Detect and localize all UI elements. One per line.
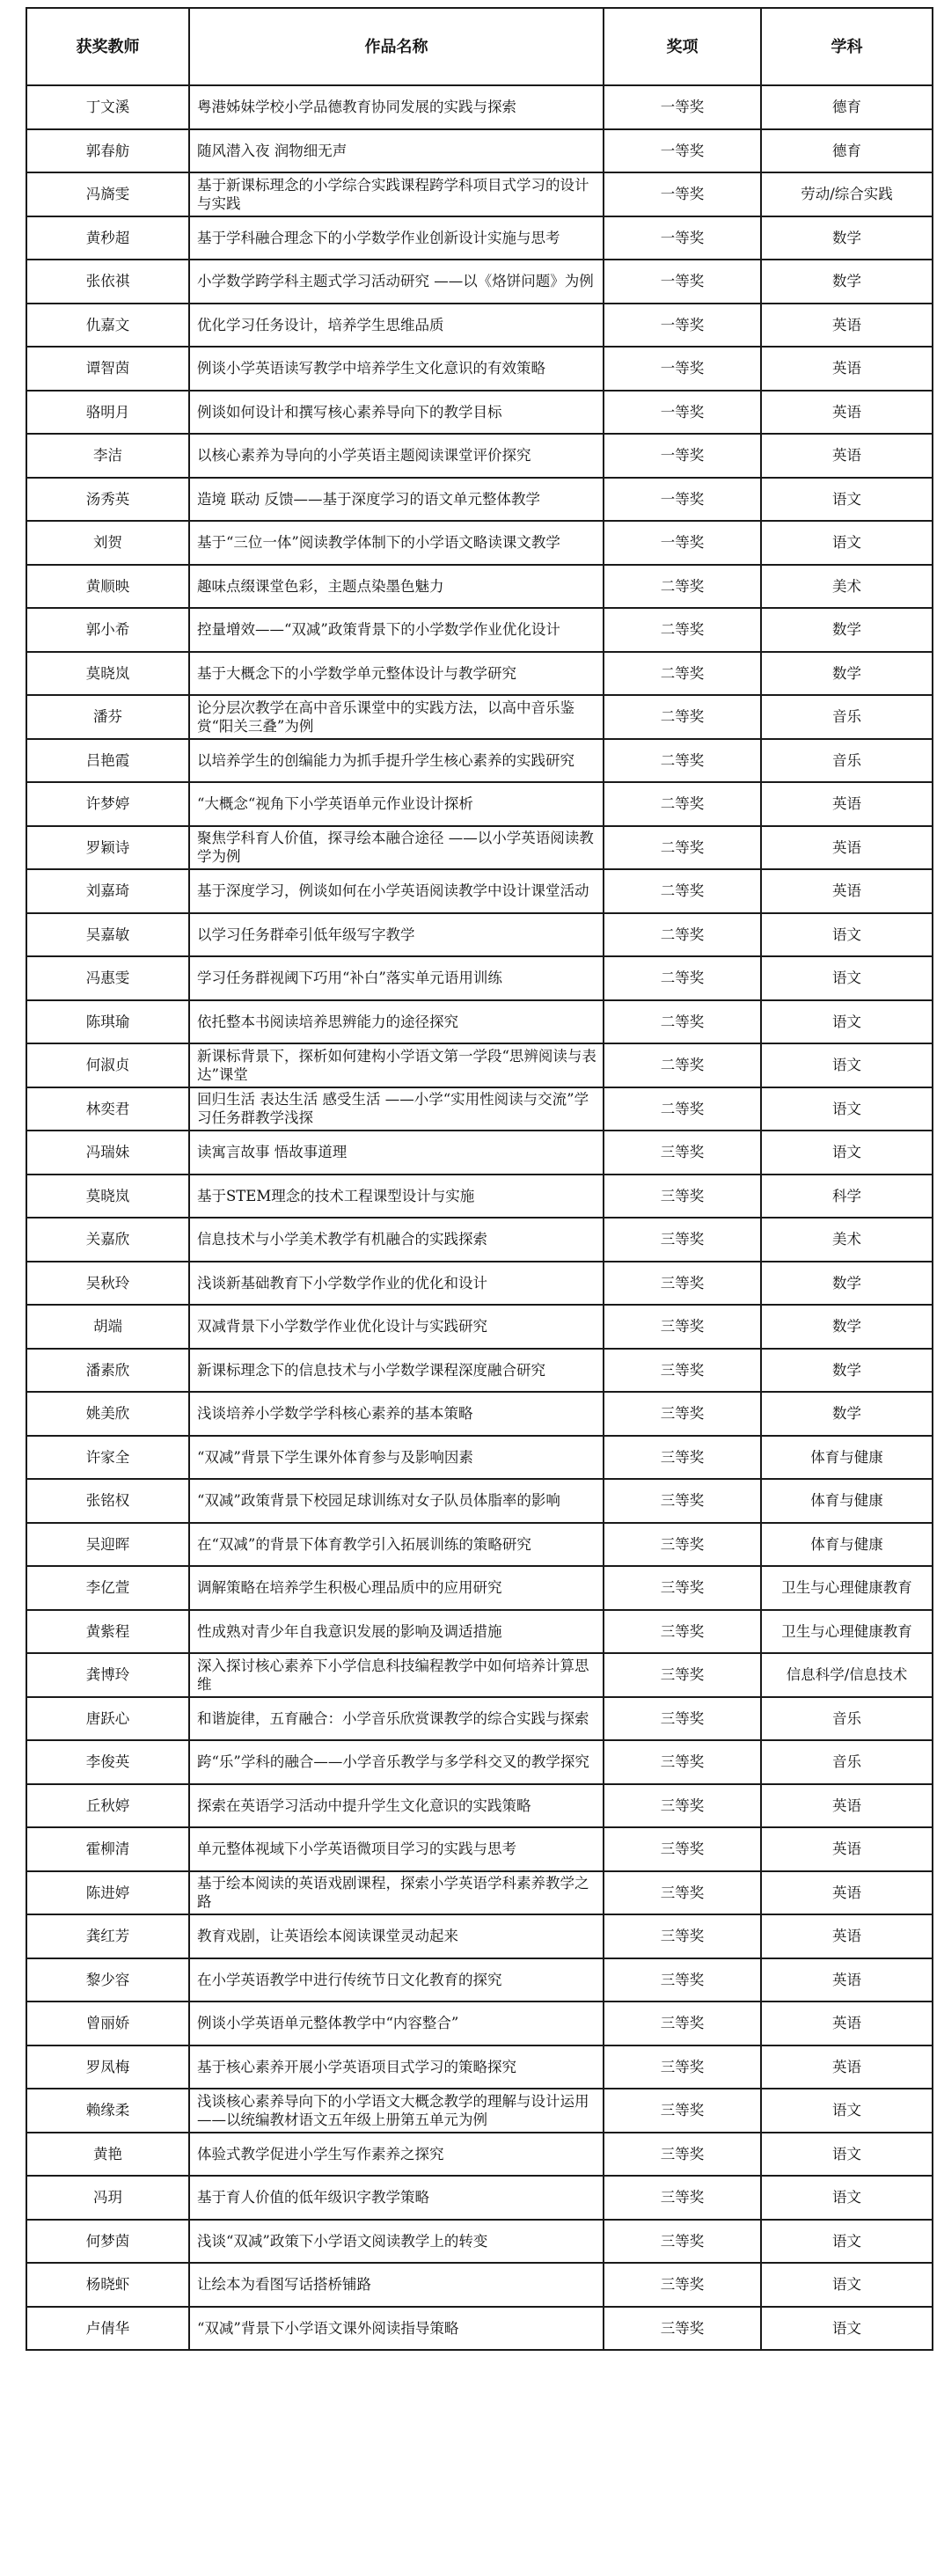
table-row xyxy=(26,2089,933,2133)
cell-teacher: 罗凤梅 xyxy=(26,2045,189,2089)
cell-subject: 英语 xyxy=(761,2045,933,2089)
table-row xyxy=(26,1653,933,1697)
cell-subject: 语文 xyxy=(761,2220,933,2264)
cell-award: 三等奖 xyxy=(604,1392,761,1436)
cell-subject: 音乐 xyxy=(761,1697,933,1741)
table-row xyxy=(26,695,933,739)
cell-subject: 体育与健康 xyxy=(761,1479,933,1523)
cell-title: 探索在英语学习活动中提升学生文化意识的实践策略 xyxy=(189,1784,604,1828)
table-row xyxy=(26,1043,933,1087)
table-row xyxy=(26,1392,933,1436)
cell-award: 三等奖 xyxy=(604,1349,761,1393)
cell-title: 例谈如何设计和撰写核心素养导向下的教学目标 xyxy=(189,391,604,435)
cell-award: 三等奖 xyxy=(604,1218,761,1262)
cell-award: 三等奖 xyxy=(604,1610,761,1654)
cell-award: 三等奖 xyxy=(604,2307,761,2351)
cell-title: 基于新课标理念的小学综合实践课程跨学科项目式学习的设计与实践 xyxy=(189,172,604,216)
table-row xyxy=(26,1305,933,1349)
cell-teacher: 陈琪瑜 xyxy=(26,1000,189,1044)
cell-subject: 数学 xyxy=(761,1262,933,1306)
cell-award: 二等奖 xyxy=(604,652,761,696)
cell-award: 三等奖 xyxy=(604,2176,761,2220)
cell-teacher: 丁文溪 xyxy=(26,85,189,129)
cell-teacher: 吴嘉敏 xyxy=(26,913,189,957)
cell-teacher: 黄秒超 xyxy=(26,216,189,260)
cell-teacher: 胡端 xyxy=(26,1305,189,1349)
cell-title: 例谈小学英语读写教学中培养学生文化意识的有效策略 xyxy=(189,347,604,391)
cell-award: 二等奖 xyxy=(604,913,761,957)
cell-title: 控量增效——“双减”政策背景下的小学数学作业优化设计 xyxy=(189,608,604,652)
cell-award: 一等奖 xyxy=(604,347,761,391)
cell-title: 优化学习任务设计，培养学生思维品质 xyxy=(189,304,604,348)
cell-teacher: 莫晓岚 xyxy=(26,652,189,696)
cell-title: 调解策略在培养学生积极心理品质中的应用研究 xyxy=(189,1566,604,1610)
cell-teacher: 郭春舫 xyxy=(26,129,189,173)
cell-title: 以核心素养为导向的小学英语主题阅读课堂评价探究 xyxy=(189,434,604,478)
cell-subject: 英语 xyxy=(761,2002,933,2045)
cell-teacher: 卢倩华 xyxy=(26,2307,189,2351)
cell-title: 基于核心素养开展小学英语项目式学习的策略探究 xyxy=(189,2045,604,2089)
cell-title: 论分层次教学在高中音乐课堂中的实践方法，以高中音乐鉴赏“阳关三叠”为例 xyxy=(189,695,604,739)
cell-teacher: 冯旖雯 xyxy=(26,172,189,216)
table-row xyxy=(26,913,933,957)
cell-award: 二等奖 xyxy=(604,826,761,870)
table-row xyxy=(26,260,933,304)
cell-title: 基于绘本阅读的英语戏剧课程，探索小学英语学科素养教学之路 xyxy=(189,1871,604,1915)
cell-title: 基于大概念下的小学数学单元整体设计与教学研究 xyxy=(189,652,604,696)
table-row xyxy=(26,2045,933,2089)
cell-subject: 语文 xyxy=(761,521,933,565)
cell-subject: 语文 xyxy=(761,956,933,1000)
cell-award: 三等奖 xyxy=(604,2220,761,2264)
cell-award: 一等奖 xyxy=(604,129,761,173)
cell-subject: 英语 xyxy=(761,1827,933,1871)
table-row xyxy=(26,1087,933,1131)
cell-teacher: 罗颖诗 xyxy=(26,826,189,870)
cell-subject: 音乐 xyxy=(761,739,933,783)
table-row xyxy=(26,1131,933,1175)
cell-teacher: 张铭权 xyxy=(26,1479,189,1523)
cell-title: 聚焦学科育人价值，探寻绘本融合途径 ——以小学英语阅读教学为例 xyxy=(189,826,604,870)
cell-award: 二等奖 xyxy=(604,869,761,913)
table-header xyxy=(26,8,933,85)
cell-subject: 英语 xyxy=(761,1784,933,1828)
cell-subject: 英语 xyxy=(761,782,933,826)
table-row xyxy=(26,1827,933,1871)
cell-teacher: 吕艳霞 xyxy=(26,739,189,783)
cell-title: 造境 联动 反馈——基于深度学习的语文单元整体教学 xyxy=(189,478,604,522)
header-subject: 学科 xyxy=(761,8,933,85)
table-row xyxy=(26,739,933,783)
table-row xyxy=(26,652,933,696)
cell-teacher: 谭智茵 xyxy=(26,347,189,391)
cell-subject: 数学 xyxy=(761,608,933,652)
cell-title: 读寓言故事 悟故事道理 xyxy=(189,1131,604,1175)
cell-subject: 英语 xyxy=(761,869,933,913)
cell-subject: 卫生与心理健康教育 xyxy=(761,1566,933,1610)
cell-teacher: 黄顺映 xyxy=(26,565,189,609)
cell-title: 让绘本为看图写话搭桥铺路 xyxy=(189,2263,604,2307)
cell-award: 一等奖 xyxy=(604,85,761,129)
cell-subject: 科学 xyxy=(761,1175,933,1218)
cell-title: 和谐旋律，五育融合：小学音乐欣赏课教学的综合实践与探索 xyxy=(189,1697,604,1741)
cell-award: 二等奖 xyxy=(604,695,761,739)
table-body xyxy=(26,85,933,2350)
cell-award: 二等奖 xyxy=(604,1087,761,1131)
cell-award: 二等奖 xyxy=(604,739,761,783)
cell-teacher: 莫晓岚 xyxy=(26,1175,189,1218)
cell-subject: 语文 xyxy=(761,2263,933,2307)
cell-award: 一等奖 xyxy=(604,434,761,478)
cell-subject: 英语 xyxy=(761,1914,933,1958)
cell-subject: 语文 xyxy=(761,2176,933,2220)
cell-teacher: 骆明月 xyxy=(26,391,189,435)
cell-title: 基于“三位一体”阅读教学体制下的小学语文略读课文教学 xyxy=(189,521,604,565)
cell-teacher: 刘嘉琦 xyxy=(26,869,189,913)
cell-title: 在小学英语教学中进行传统节日文化教育的探究 xyxy=(189,1958,604,2002)
cell-award: 三等奖 xyxy=(604,2263,761,2307)
table-row xyxy=(26,956,933,1000)
table-row xyxy=(26,2133,933,2177)
table-row xyxy=(26,2176,933,2220)
cell-title: 体验式教学促进小学生写作素养之探究 xyxy=(189,2133,604,2177)
cell-award: 三等奖 xyxy=(604,2089,761,2133)
table-row xyxy=(26,1958,933,2002)
table-row xyxy=(26,1871,933,1915)
table-row xyxy=(26,172,933,216)
cell-subject: 英语 xyxy=(761,1958,933,2002)
table-row xyxy=(26,2263,933,2307)
cell-subject: 劳动/综合实践 xyxy=(761,172,933,216)
table-row xyxy=(26,1349,933,1393)
cell-award: 二等奖 xyxy=(604,1000,761,1044)
cell-award: 二等奖 xyxy=(604,782,761,826)
cell-teacher: 冯玥 xyxy=(26,2176,189,2220)
cell-title: 以培养学生的创编能力为抓手提升学生核心素养的实践研究 xyxy=(189,739,604,783)
cell-title: 浅谈新基础教育下小学数学作业的优化和设计 xyxy=(189,1262,604,1306)
cell-subject: 英语 xyxy=(761,304,933,348)
cell-award: 三等奖 xyxy=(604,1523,761,1567)
table-row xyxy=(26,1000,933,1044)
cell-subject: 数学 xyxy=(761,652,933,696)
cell-subject: 语文 xyxy=(761,2133,933,2177)
cell-teacher: 黎少容 xyxy=(26,1958,189,2002)
table-row xyxy=(26,478,933,522)
cell-subject: 数学 xyxy=(761,1392,933,1436)
cell-title: 浅谈培养小学数学学科核心素养的基本策略 xyxy=(189,1392,604,1436)
cell-teacher: 陈进婷 xyxy=(26,1871,189,1915)
header-award: 奖项 xyxy=(604,8,761,85)
cell-title: “双减”背景下学生课外体育参与及影响因素 xyxy=(189,1436,604,1480)
cell-title: 新课标背景下，探析如何建构小学语文第一学段“思辨阅读与表达”课堂 xyxy=(189,1043,604,1087)
cell-subject: 语文 xyxy=(761,1131,933,1175)
cell-teacher: 仇嘉文 xyxy=(26,304,189,348)
cell-award: 三等奖 xyxy=(604,1262,761,1306)
cell-title: 信息技术与小学美术教学有机融合的实践探索 xyxy=(189,1218,604,1262)
table-row xyxy=(26,85,933,129)
cell-subject: 美术 xyxy=(761,1218,933,1262)
cell-title: 小学数学跨学科主题式学习活动研究 ——以《烙饼问题》为例 xyxy=(189,260,604,304)
cell-subject: 英语 xyxy=(761,434,933,478)
cell-subject: 数学 xyxy=(761,216,933,260)
cell-teacher: 曾丽娇 xyxy=(26,2002,189,2045)
cell-teacher: 许梦婷 xyxy=(26,782,189,826)
cell-subject: 英语 xyxy=(761,826,933,870)
cell-title: “双减”背景下小学语文课外阅读指导策略 xyxy=(189,2307,604,2351)
cell-teacher: 霍柳清 xyxy=(26,1827,189,1871)
cell-award: 三等奖 xyxy=(604,1827,761,1871)
table-row xyxy=(26,1218,933,1262)
table-row xyxy=(26,1610,933,1654)
cell-teacher: 林奕君 xyxy=(26,1087,189,1131)
cell-award: 一等奖 xyxy=(604,304,761,348)
cell-subject: 信息科学/信息技术 xyxy=(761,1653,933,1697)
cell-award: 三等奖 xyxy=(604,1653,761,1697)
cell-subject: 体育与健康 xyxy=(761,1523,933,1567)
cell-award: 三等奖 xyxy=(604,1958,761,2002)
cell-award: 二等奖 xyxy=(604,608,761,652)
cell-award: 一等奖 xyxy=(604,172,761,216)
cell-teacher: 张依祺 xyxy=(26,260,189,304)
cell-subject: 英语 xyxy=(761,1871,933,1915)
cell-award: 三等奖 xyxy=(604,1871,761,1915)
cell-teacher: 许家全 xyxy=(26,1436,189,1480)
cell-teacher: 郭小希 xyxy=(26,608,189,652)
cell-teacher: 关嘉欣 xyxy=(26,1218,189,1262)
cell-teacher: 黄紫程 xyxy=(26,1610,189,1654)
table-row xyxy=(26,391,933,435)
cell-title: 以学习任务群牵引低年级写字教学 xyxy=(189,913,604,957)
table-row xyxy=(26,1697,933,1741)
cell-award: 三等奖 xyxy=(604,1305,761,1349)
cell-subject: 卫生与心理健康教育 xyxy=(761,1610,933,1654)
table-row xyxy=(26,216,933,260)
cell-award: 三等奖 xyxy=(604,1697,761,1741)
table-row xyxy=(26,1262,933,1306)
cell-subject: 英语 xyxy=(761,391,933,435)
cell-award: 三等奖 xyxy=(604,1784,761,1828)
table-row xyxy=(26,347,933,391)
cell-title: 基于深度学习，例谈如何在小学英语阅读教学中设计课堂活动 xyxy=(189,869,604,913)
table-row xyxy=(26,1914,933,1958)
cell-teacher: 黄艳 xyxy=(26,2133,189,2177)
table-row xyxy=(26,1523,933,1567)
cell-teacher: 龚红芳 xyxy=(26,1914,189,1958)
cell-teacher: 何梦茵 xyxy=(26,2220,189,2264)
cell-subject: 语文 xyxy=(761,2089,933,2133)
table-row xyxy=(26,869,933,913)
cell-teacher: 冯瑞妹 xyxy=(26,1131,189,1175)
cell-subject: 语文 xyxy=(761,2307,933,2351)
cell-teacher: 潘素欣 xyxy=(26,1349,189,1393)
table-row xyxy=(26,304,933,348)
cell-title: 例谈小学英语单元整体教学中“内容整合” xyxy=(189,2002,604,2045)
cell-teacher: 龚博玲 xyxy=(26,1653,189,1697)
cell-award: 二等奖 xyxy=(604,956,761,1000)
cell-subject: 语文 xyxy=(761,1000,933,1044)
cell-award: 一等奖 xyxy=(604,478,761,522)
cell-award: 三等奖 xyxy=(604,1436,761,1480)
cell-title: 深入探讨核心素养下小学信息科技编程教学中如何培养计算思维 xyxy=(189,1653,604,1697)
cell-title: 基于STEM理念的技术工程课型设计与实施 xyxy=(189,1175,604,1218)
cell-teacher: 刘贺 xyxy=(26,521,189,565)
cell-subject: 数学 xyxy=(761,1305,933,1349)
header-teacher: 获奖教师 xyxy=(26,8,189,85)
cell-award: 三等奖 xyxy=(604,2133,761,2177)
table-row xyxy=(26,2220,933,2264)
cell-subject: 德育 xyxy=(761,129,933,173)
table-row xyxy=(26,434,933,478)
cell-award: 三等奖 xyxy=(604,2002,761,2045)
cell-subject: 音乐 xyxy=(761,1740,933,1784)
cell-title: 在“双减”的背景下体育教学引入拓展训练的策略研究 xyxy=(189,1523,604,1567)
cell-teacher: 吴迎晖 xyxy=(26,1523,189,1567)
table-row xyxy=(26,1784,933,1828)
cell-award: 三等奖 xyxy=(604,1175,761,1218)
cell-title: 新课标理念下的信息技术与小学数学课程深度融合研究 xyxy=(189,1349,604,1393)
table-row xyxy=(26,1175,933,1218)
cell-title: 跨“乐”学科的融合——小学音乐教学与多学科交叉的教学探究 xyxy=(189,1740,604,1784)
cell-title: 性成熟对青少年自我意识发展的影响及调适措施 xyxy=(189,1610,604,1654)
cell-title: “双减”政策背景下校园足球训练对女子队员体脂率的影响 xyxy=(189,1479,604,1523)
table-row xyxy=(26,1479,933,1523)
cell-award: 三等奖 xyxy=(604,1479,761,1523)
cell-title: “大概念“视角下小学英语单元作业设计探析 xyxy=(189,782,604,826)
cell-teacher: 杨晓虾 xyxy=(26,2263,189,2307)
cell-subject: 语文 xyxy=(761,1087,933,1131)
cell-title: 学习任务群视阈下巧用“补白”落实单元语用训练 xyxy=(189,956,604,1000)
cell-teacher: 赖缘柔 xyxy=(26,2089,189,2133)
table-row xyxy=(26,1740,933,1784)
cell-award: 一等奖 xyxy=(604,521,761,565)
cell-subject: 数学 xyxy=(761,260,933,304)
cell-title: 回归生活 表达生活 感受生活 ——小学“实用性阅读与交流”学习任务群教学浅探 xyxy=(189,1087,604,1131)
cell-title: 双减背景下小学数学作业优化设计与实践研究 xyxy=(189,1305,604,1349)
table-row xyxy=(26,782,933,826)
cell-title: 浅谈“双减”政策下小学语文阅读教学上的转变 xyxy=(189,2220,604,2264)
cell-award: 三等奖 xyxy=(604,1131,761,1175)
cell-title: 趣味点缀课堂色彩，主题点染墨色魅力 xyxy=(189,565,604,609)
awards-table xyxy=(26,7,933,2351)
cell-teacher: 李亿萱 xyxy=(26,1566,189,1610)
table-row xyxy=(26,1566,933,1610)
table-row xyxy=(26,608,933,652)
cell-subject: 体育与健康 xyxy=(761,1436,933,1480)
cell-subject: 美术 xyxy=(761,565,933,609)
cell-teacher: 吴秋玲 xyxy=(26,1262,189,1306)
cell-teacher: 姚美欣 xyxy=(26,1392,189,1436)
cell-title: 基于学科融合理念下的小学数学作业创新设计实施与思考 xyxy=(189,216,604,260)
cell-award: 一等奖 xyxy=(604,216,761,260)
cell-teacher: 唐跃心 xyxy=(26,1697,189,1741)
cell-title: 教育戏剧，让英语绘本阅读课堂灵动起来 xyxy=(189,1914,604,1958)
table-row xyxy=(26,1436,933,1480)
table-row xyxy=(26,2002,933,2045)
header-row xyxy=(26,8,933,85)
cell-title: 浅谈核心素养导向下的小学语文大概念教学的理解与设计运用——以统编教材语文五年级上册第五单元为例 xyxy=(189,2089,604,2133)
cell-teacher: 李俊英 xyxy=(26,1740,189,1784)
cell-award: 三等奖 xyxy=(604,1914,761,1958)
cell-subject: 德育 xyxy=(761,85,933,129)
cell-title: 随风潜入夜 润物细无声 xyxy=(189,129,604,173)
cell-subject: 语文 xyxy=(761,913,933,957)
cell-award: 一等奖 xyxy=(604,391,761,435)
table-row xyxy=(26,521,933,565)
cell-award: 二等奖 xyxy=(604,1043,761,1087)
cell-title: 依托整本书阅读培养思辨能力的途径探究 xyxy=(189,1000,604,1044)
cell-award: 二等奖 xyxy=(604,565,761,609)
table-row xyxy=(26,129,933,173)
cell-teacher: 汤秀英 xyxy=(26,478,189,522)
table-row xyxy=(26,826,933,870)
cell-subject: 英语 xyxy=(761,347,933,391)
cell-title: 粤港姊妹学校小学品德教育协同发展的实践与探索 xyxy=(189,85,604,129)
cell-teacher: 丘秋婷 xyxy=(26,1784,189,1828)
cell-award: 一等奖 xyxy=(604,260,761,304)
table-row xyxy=(26,565,933,609)
table-row xyxy=(26,2307,933,2351)
header-title: 作品名称 xyxy=(189,8,604,85)
cell-teacher: 何淑贞 xyxy=(26,1043,189,1087)
cell-title: 基于育人价值的低年级识字教学策略 xyxy=(189,2176,604,2220)
cell-teacher: 潘芬 xyxy=(26,695,189,739)
cell-subject: 语文 xyxy=(761,1043,933,1087)
cell-teacher: 冯惠雯 xyxy=(26,956,189,1000)
cell-teacher: 李洁 xyxy=(26,434,189,478)
cell-subject: 音乐 xyxy=(761,695,933,739)
cell-title: 单元整体视域下小学英语微项目学习的实践与思考 xyxy=(189,1827,604,1871)
cell-award: 三等奖 xyxy=(604,1740,761,1784)
cell-subject: 数学 xyxy=(761,1349,933,1393)
cell-subject: 语文 xyxy=(761,478,933,522)
cell-award: 三等奖 xyxy=(604,1566,761,1610)
cell-award: 三等奖 xyxy=(604,2045,761,2089)
